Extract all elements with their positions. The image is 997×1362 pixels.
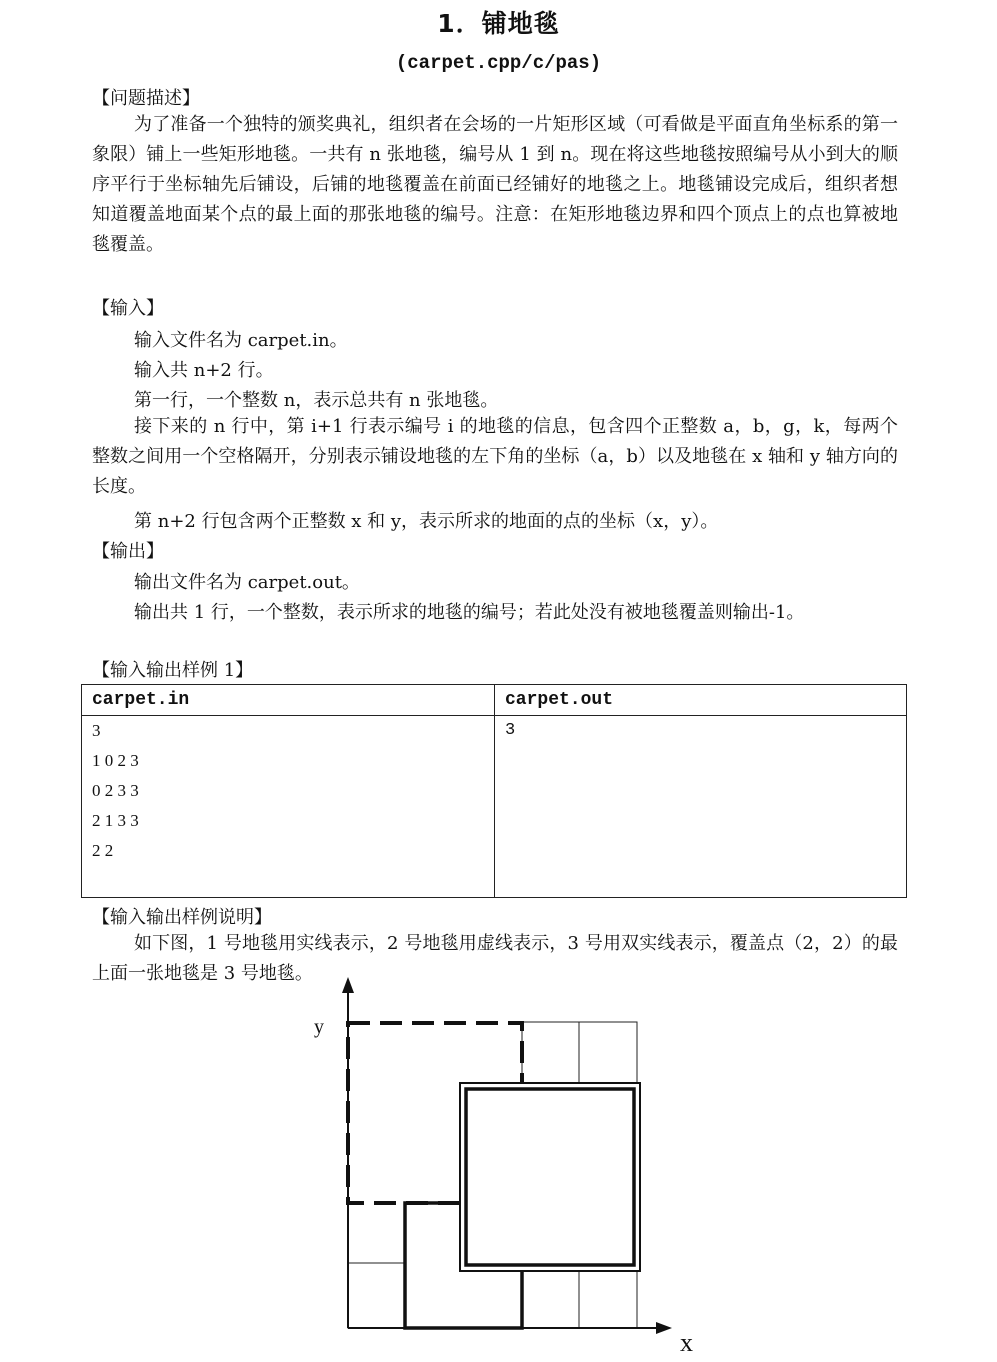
- output-heading: 【输出】: [92, 541, 164, 562]
- sample-input-line: 1 0 2 3: [92, 751, 139, 770]
- sample-table: [81, 684, 907, 898]
- sample-heading: 【输入输出样例 1】: [92, 660, 254, 681]
- output-line-1: 输出文件名为 carpet.out。: [134, 572, 360, 593]
- input-line-1: 输入文件名为 carpet.in。: [134, 330, 348, 351]
- y-axis-arrow-icon: [342, 977, 354, 993]
- sample-input-line: 0 2 3 3: [92, 781, 139, 800]
- y-axis-label: y: [314, 1016, 324, 1038]
- sample-input-line: 2 2: [92, 841, 114, 860]
- carpet-diagram: [300, 975, 700, 1360]
- input-line-4: 第 n+2 行包含两个正整数 x 和 y，表示所求的地面的点的坐标（x，y）。: [134, 511, 719, 532]
- problem-text: 为了准备一个独特的颁奖典礼，组织者在会场的一片矩形区域（可看做是平面直角坐标系的第一象限）铺上一些矩形地毯。一共有 n 张地毯，编号从 1 到 n。现在将这些地毯按照编号从小到大的顺序平行于坐标轴先后铺设，后铺的地毯覆盖在前面已经铺好的地毯之上。地毯铺设完成后，组织者想知道覆盖地面某个点的最上面的那张地毯的编号。注意：在矩形地毯边界和四个顶点上的点也算被地毯覆盖。: [92, 114, 898, 255]
- x-axis-arrow-icon: [656, 1322, 672, 1334]
- sample-input-cell: [82, 716, 495, 898]
- input-line-3: 第一行，一个整数 n，表示总共有 n 张地毯。: [134, 390, 499, 411]
- explain-heading: 【输入输出样例说明】: [92, 907, 272, 928]
- sample-output-line: 3: [505, 721, 516, 740]
- problem-heading: 【问题描述】: [92, 88, 200, 109]
- explain-text: 如下图，1 号地毯用实线表示，2 号地毯用虚线表示，3 号用双实线表示，覆盖点（2，2）的最上面一张地毯是 3 号地毯。: [92, 933, 898, 984]
- output-line-2: 输出共 1 行，一个整数，表示所求的地毯的编号；若此处没有被地毯覆盖则输出-1。: [134, 602, 805, 623]
- col-header-out: carpet.out: [495, 685, 907, 716]
- sample-input-line: 2 1 3 3: [92, 811, 139, 830]
- input-heading: 【输入】: [92, 298, 164, 319]
- carpet-3-double: [460, 1083, 640, 1271]
- x-axis-label: x: [680, 1328, 693, 1357]
- input-paragraph: 接下来的 n 行中，第 i+1 行表示编号 i 的地毯的信息，包含四个正整数 a，b，g，k，每两个整数之间用一个空格隔开，分别表示铺设地毯的左下角的坐标（a，b）以及地毯在 x 轴和 y 轴方向的长度。: [92, 416, 898, 497]
- page-title: 1．铺地毯: [437, 9, 560, 38]
- input-line-2: 输入共 n+2 行。: [134, 360, 274, 381]
- file-names: (carpet.cpp/c/pas): [395, 52, 602, 74]
- col-header-in: carpet.in: [82, 685, 495, 716]
- sample-input-line: 3: [92, 721, 101, 740]
- sample-output-cell: [495, 716, 907, 898]
